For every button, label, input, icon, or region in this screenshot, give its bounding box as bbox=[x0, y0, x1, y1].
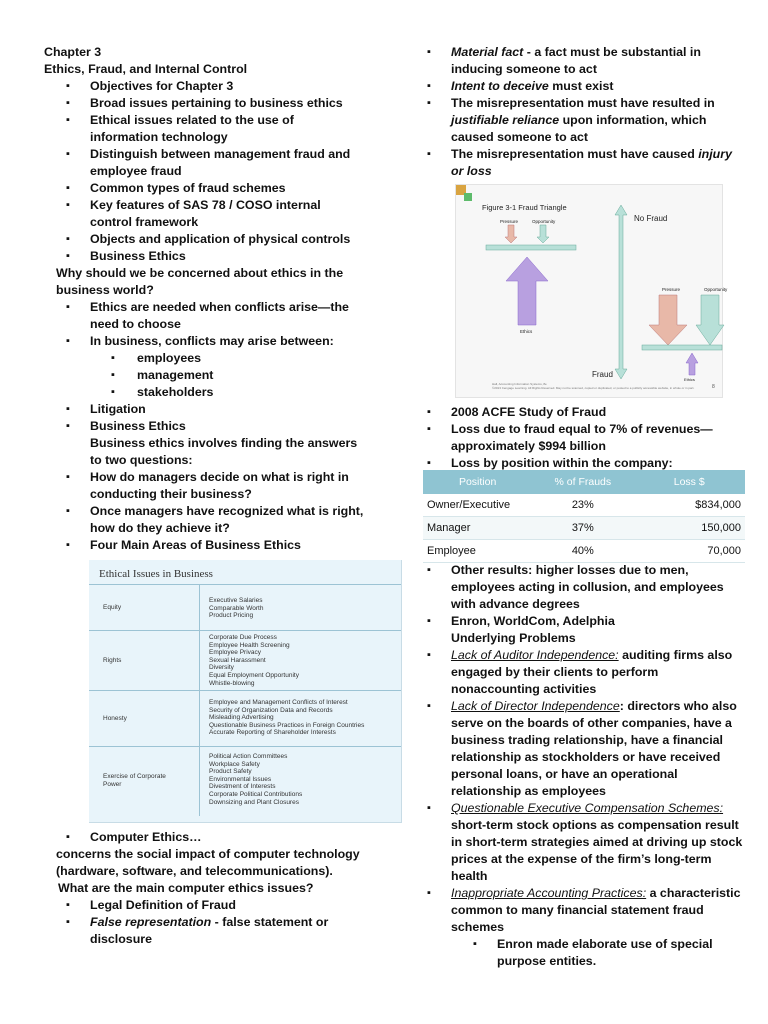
fraud-triangle-diagram bbox=[456, 185, 728, 397]
issue-item: Divestment of Interests bbox=[209, 783, 276, 791]
list-item: ▪ Enron made elaborate use of special purpose entities. bbox=[425, 936, 745, 970]
issue-item: Equal Employment Opportunity bbox=[209, 671, 299, 679]
pressure-arrow-small bbox=[505, 225, 517, 243]
business-ethics-paragraph: Business ethics involves finding the answers to two questions: bbox=[90, 436, 358, 467]
fraud-label: Fraud bbox=[592, 370, 613, 379]
issue-item: Accurate Reporting of Shareholder Interests bbox=[209, 729, 336, 737]
computer-ethics-paragraph: concerns the social impact of computer technology (hardware, software, and telecommunications). bbox=[56, 847, 360, 878]
issue-item: Misleading Advertising bbox=[209, 714, 274, 722]
list-item bbox=[425, 78, 745, 95]
term: Inappropriate Accounting Practices: bbox=[451, 886, 647, 900]
pressure-label-bottom: Pressure bbox=[662, 287, 681, 292]
list-item: ▪ employees bbox=[44, 350, 364, 367]
issue-item: Corporate Due Process bbox=[209, 634, 277, 641]
column-header: Loss $ bbox=[633, 470, 745, 494]
list-item: ▪ management bbox=[44, 367, 364, 384]
table-cell: 40% bbox=[532, 540, 633, 563]
table-row bbox=[423, 494, 745, 517]
list-item: ▪ stakeholders bbox=[44, 384, 364, 401]
list-item: ▪ In business, conflicts may arise between: bbox=[44, 333, 364, 350]
issue-item: Questionable Business Practices in Foreign Countries bbox=[209, 721, 365, 729]
term: justifiable reliance bbox=[451, 113, 560, 127]
list-item: ▪ Enron, WorldCom, Adelphia bbox=[425, 613, 745, 630]
issue-item: Sexual Harassment bbox=[209, 656, 266, 664]
slide-accent-square bbox=[464, 193, 472, 201]
list-item: ▪ Business Ethics bbox=[44, 418, 364, 435]
right-column-lower bbox=[425, 562, 745, 970]
column-header: % of Frauds bbox=[532, 470, 633, 494]
table-row bbox=[89, 584, 401, 631]
category-label: Rights bbox=[103, 657, 122, 664]
list-item: ▪ Objectives for Chapter 3 bbox=[44, 78, 364, 95]
issue-item: Employee and Management Conflicts of Interest bbox=[209, 699, 348, 706]
issue-item: Comparable Worth bbox=[209, 604, 264, 612]
list-item: ▪ Broad issues pertaining to business ethics bbox=[44, 95, 364, 112]
definition: must exist bbox=[548, 79, 614, 93]
issue-list bbox=[209, 597, 263, 620]
definition: - a fact must be substantial in inducing someone to act bbox=[451, 45, 701, 76]
list-item: ▪ Legal Definition of Fraud bbox=[44, 897, 364, 914]
slide-title: Figure 3-1 Fraud Triangle bbox=[482, 203, 567, 212]
slide-footer-copyright: ©2013 Cengage Learning. All Rights Reserved. May not be scanned, copied or duplicated, or posted to a publicly accessible website, in whole or in part. bbox=[492, 386, 695, 390]
slide-page-number: 8 bbox=[712, 384, 715, 390]
list-item bbox=[425, 800, 745, 885]
opportunity-arrow-large bbox=[696, 295, 724, 345]
table-cell: 37% bbox=[532, 517, 633, 540]
text: The misrepresentation must have caused bbox=[451, 147, 699, 161]
issue-list bbox=[209, 699, 364, 737]
list-item: ▪ 2008 ACFE Study of Fraud bbox=[425, 404, 745, 421]
balance-beam-top bbox=[486, 245, 576, 250]
category-label: Exercise of Corporate Power bbox=[103, 773, 166, 788]
underlying-problems-heading: Underlying Problems bbox=[451, 631, 576, 645]
list-item: ▪ Loss by position within the company: bbox=[425, 455, 745, 472]
slide-footer: Hall, Accounting Information Systems, 8e bbox=[492, 382, 547, 386]
fraud-scale-arrow bbox=[615, 205, 627, 379]
text: The misrepresentation must have resulted in bbox=[451, 96, 715, 110]
list-item bbox=[425, 44, 745, 78]
pressure-label: Pressure bbox=[500, 219, 519, 224]
issue-item: Security of Organization Data and Records bbox=[209, 706, 333, 714]
list-item: ▪ Objects and application of physical controls bbox=[44, 231, 364, 248]
figure-title: Ethical Issues in Business bbox=[99, 568, 213, 580]
definition: : directors who also serve on the boards of other companies, have a business trading relationship, have a financial relationship as stockholders or have received personal loans, or have an operational relationship as employees bbox=[451, 699, 737, 798]
list-item: ▪ How do managers decide on what is right in conducting their business? bbox=[44, 469, 364, 503]
issue-item: Downsizing and Plant Closures bbox=[209, 798, 299, 806]
term: injury or loss bbox=[451, 147, 732, 178]
text: upon information, which caused someone to act bbox=[451, 113, 707, 144]
ethics-label-bottom: Ethics bbox=[684, 377, 695, 382]
term: Intent to deceive bbox=[451, 79, 549, 93]
term: Questionable Executive Compensation Schemes: bbox=[451, 801, 724, 815]
issue-item: Whistle-blowing bbox=[209, 679, 255, 687]
definition: - false statement or disclosure bbox=[90, 915, 329, 946]
table-row bbox=[89, 630, 401, 691]
computer-ethics-question: What are the main computer ethics issues? bbox=[58, 881, 314, 895]
table-cell: $834,000 bbox=[633, 494, 745, 517]
table-cell: Employee bbox=[423, 540, 532, 563]
ethics-arrow-small bbox=[686, 353, 698, 375]
issue-list bbox=[209, 634, 299, 687]
list-item: ▪ Computer Ethics… bbox=[44, 829, 364, 846]
category-label: Equity bbox=[103, 604, 122, 611]
list-item bbox=[425, 698, 745, 800]
opportunity-label: Opportunity bbox=[532, 219, 556, 224]
table-cell: 150,000 bbox=[633, 517, 745, 540]
table-cell: 70,000 bbox=[633, 540, 745, 563]
table-row bbox=[89, 690, 401, 747]
term: Material fact bbox=[451, 45, 524, 59]
category-label: Honesty bbox=[103, 715, 127, 722]
issue-item: Corporate Political Contributions bbox=[209, 790, 303, 798]
loss-by-position-table bbox=[423, 470, 745, 563]
list-item bbox=[425, 885, 745, 936]
chapter-heading: Chapter 3 bbox=[44, 45, 102, 59]
list-item: ▪ Common types of fraud schemes bbox=[44, 180, 364, 197]
objectives-list bbox=[44, 78, 364, 265]
table-cell: Manager bbox=[423, 517, 532, 540]
opportunity-arrow-small bbox=[537, 225, 549, 243]
list-item: ▪ Ethical issues related to the use of information technology bbox=[44, 112, 364, 146]
term: Lack of Auditor Independence: bbox=[451, 648, 619, 662]
list-item bbox=[44, 914, 364, 948]
issue-list bbox=[209, 753, 302, 806]
list-item: ▪ Business Ethics bbox=[44, 248, 364, 265]
ethical-issues-figure bbox=[89, 560, 402, 823]
issue-item: Product Pricing bbox=[209, 612, 254, 620]
list-item: ▪ Once managers have recognized what is right, how do they achieve it? bbox=[44, 503, 364, 537]
opportunity-label-bottom: Opportunity bbox=[704, 287, 728, 292]
why-question: Why should we be concerned about ethics in the business world? bbox=[56, 266, 344, 297]
table-cell: Owner/Executive bbox=[423, 494, 532, 517]
chapter-title: Ethics, Fraud, and Internal Control bbox=[44, 62, 248, 76]
pressure-arrow-large bbox=[649, 295, 687, 345]
list-item: ▪ Distinguish between management fraud and employee fraud bbox=[44, 146, 364, 180]
table-row bbox=[89, 746, 401, 817]
issue-item: Diversity bbox=[209, 664, 234, 672]
list-item: ▪ Loss due to fraud equal to 7% of revenues—approximately $994 billion bbox=[425, 421, 745, 455]
right-column bbox=[425, 44, 745, 472]
definition: auditing firms also engaged by their clients to perform nonaccounting activities bbox=[451, 648, 733, 696]
table-row bbox=[423, 517, 745, 540]
issue-item: Environmental Issues bbox=[209, 775, 272, 783]
issue-item: Employee Health Screening bbox=[209, 641, 290, 649]
column-header: Position bbox=[423, 470, 532, 494]
fraud-triangle-slide bbox=[455, 184, 728, 398]
list-item bbox=[425, 146, 745, 180]
issue-item: Product Safety bbox=[209, 768, 252, 776]
term: False representation bbox=[90, 915, 212, 929]
list-item: ▪ Four Main Areas of Business Ethics bbox=[44, 537, 364, 554]
no-fraud-label: No Fraud bbox=[634, 214, 668, 223]
list-item: ▪ Key features of SAS 78 / COSO internal control framework bbox=[44, 197, 364, 231]
list-item bbox=[425, 95, 745, 146]
ethics-label-top: Ethics bbox=[520, 329, 533, 334]
ethics-arrow-large bbox=[506, 257, 548, 325]
list-item: ▪ Other results: higher losses due to men, employees acting in collusion, and employees with advance degrees bbox=[425, 562, 745, 613]
table-header-row bbox=[423, 470, 745, 494]
issue-item: Employee Privacy bbox=[209, 649, 262, 657]
balance-beam-bottom bbox=[642, 345, 722, 350]
definition: a characteristic common to many financial statement fraud schemes bbox=[451, 886, 741, 934]
issue-item: Workplace Safety bbox=[209, 760, 260, 768]
left-column bbox=[44, 44, 364, 948]
term: Lack of Director Independence bbox=[451, 699, 620, 713]
issue-item: Executive Salaries bbox=[209, 597, 263, 604]
table-cell: 23% bbox=[532, 494, 633, 517]
issue-item: Political Action Committees bbox=[209, 753, 288, 760]
list-item bbox=[425, 647, 745, 698]
list-item: ▪ Ethics are needed when conflicts arise—the need to choose bbox=[44, 299, 364, 333]
list-item: ▪ Litigation bbox=[44, 401, 364, 418]
definition: short-term stock options as compensation result in short-term strategies aimed at driving up stock prices at the expense of the firm’s long-term health bbox=[451, 818, 743, 883]
table-row bbox=[423, 540, 745, 563]
